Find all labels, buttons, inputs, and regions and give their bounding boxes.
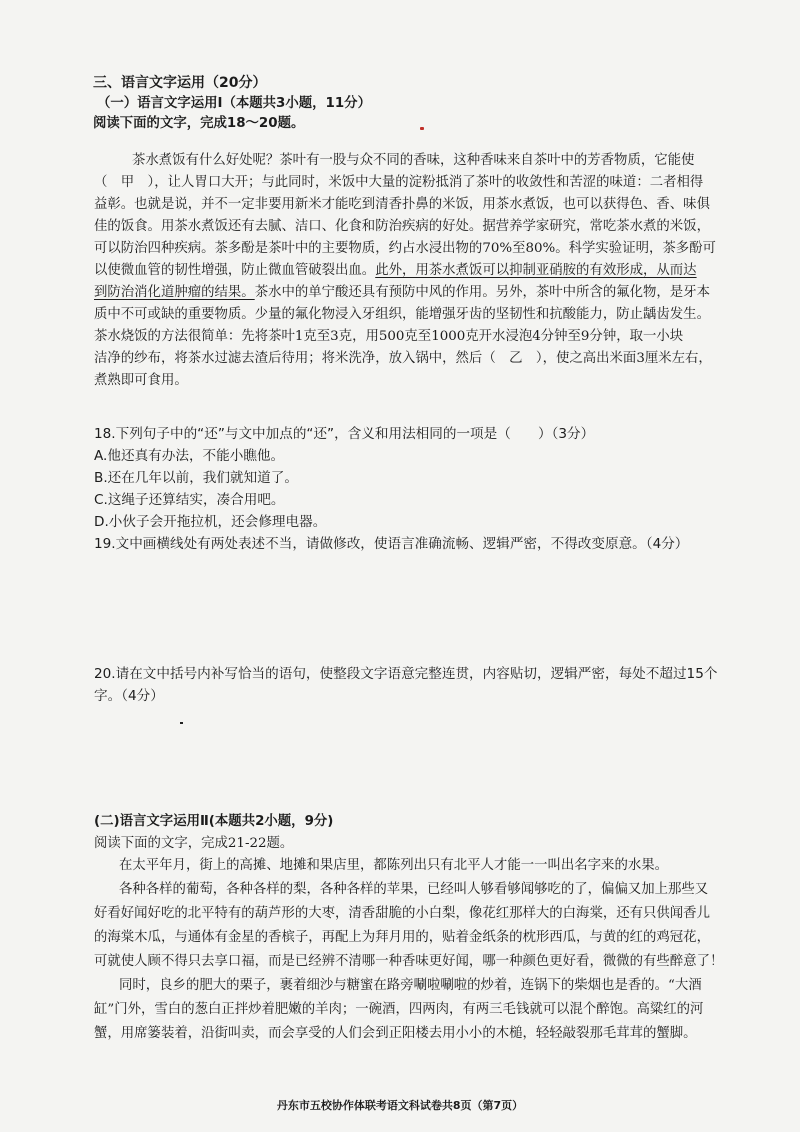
question-20-line1: 20.请在文中括号内补写恰当的语句，使整段文字语意完整连贯，内容贴切，逻辑严密，每处不超过15个 [94, 666, 718, 682]
part2-heading: (二)语言文字运用Ⅱ(本题共2小题，9分) [94, 814, 334, 829]
passage-line: 好看好闻好吃的北平特有的葫芦形的大枣，清香甜脆的小白梨，像花红那样大的白海棠，还有只供闻香儿 [94, 906, 710, 921]
question-19: 19.文中画横线处有两处表述不当，请做修改，使语言准确流畅、逻辑严密，不得改变原意。（4分） [94, 536, 689, 552]
passage-line: 可就使人顾不得只去享口福，而是已经辨不清哪一种香味更好闻，哪一种颜色更好看，微微的有些醉意了！ [94, 954, 724, 969]
passage-line: （ 甲 ），让人胃口大开；与此同时，米饭中大量的淀粉抵消了茶叶的收敛性和苦涩的味道：二者相得 [94, 175, 704, 190]
passage-line: 益彰。也就是说，并不一定非要用新米才能吃到清香扑鼻的米饭，用茶水煮饭，也可以获得色、香、味俱 [94, 197, 710, 212]
passage-text: 茶水中的单宁酸还具有预防中风的作用。另外，茶叶中所含的氟化物，是牙本 [254, 285, 710, 300]
passage-line-6 [94, 261, 697, 281]
section-title: 三、语言文字运用（20分） [93, 75, 267, 91]
passage-line: 茶水煮饭有什么好处呢？茶叶有一股与众不同的香味，这种香味来自茶叶中的芳香物质，它能使 [132, 153, 695, 168]
page-footer: 丹东市五校协作体联考语文科试卷共8页（第7页） [276, 1099, 524, 1112]
question-20-line2: 字。（4分） [94, 688, 164, 704]
passage-line: 质中不可或缺的重要物质。少量的氟化物浸入牙组织，能增强牙齿的坚韧性和抗酸能力，防止龋齿发生。 [94, 307, 710, 322]
speck [180, 722, 183, 724]
passage-line: 茶水烧饭的方法很简单：先将茶叶1克至3克，用500克至1000克开水浸泡4分钟至9分钟，取一小块 [94, 329, 684, 344]
passage-line: 同时，良乡的肥大的栗子，裹着细沙与糖蜜在路旁唰啦唰啦的炒着，连锅下的柴烟也是香的。“大酒 [119, 978, 702, 993]
red-ink-mark [420, 127, 424, 130]
passage-line: 缸”门外，雪白的葱白正拌炒着肥嫩的羊肉；一碗酒，四两肉，有两三毛钱就可以混个醉饱。高粱红的河 [94, 1002, 704, 1017]
passage-line: 蟹，用席篓装着，沿街叫卖，而会享受的人们会到正阳楼去用小小的木槌，轻轻敲裂那毛茸茸的蟹脚。 [94, 1026, 697, 1041]
passage-line: 佳的饭食。用茶水煮饭还有去腻、洁口、化食和防治疾病的好处。据营养学家研究，常吃茶水煮的米饭， [94, 219, 710, 234]
option-c: C.这绳子还算结实，凑合用吧。 [94, 492, 285, 508]
option-b: B.还在几年以前，我们就知道了。 [94, 470, 298, 486]
passage-text: 以使微血管的韧性增强，防止微血管破裂出血。 [94, 263, 376, 278]
part1-instruction: 阅读下面的文字，完成18～20题。 [93, 116, 305, 131]
passage-line: 各种各样的葡萄，各种各样的梨，各种各样的苹果，已经叫人够看够闻够吃的了，偏偏又加上那些又 [119, 882, 709, 897]
passage-line: 可以防治四种疾病。茶多酚是茶叶中的主要物质，约占水浸出物的70%至80%。科学实验证明，茶多酚可 [94, 241, 716, 256]
option-d: D.小伙子会开拖拉机，还会修理电器。 [94, 514, 327, 530]
question-18-stem: 18.下列句子中的“还”与文中加点的“还”，含义和用法相同的一项是（ ）（3分） [94, 426, 595, 442]
passage-line: 的海棠木瓜，与通体有金星的香槟子，再配上为拜月用的，贴着金纸条的枕形西瓜，与黄的红的鸡冠花， [94, 930, 710, 945]
passage-line: 洁净的纱布，将茶水过滤去渣后待用；将米洗净，放入锅中，然后（ 乙 ），使之高出米面3厘米左右， [94, 351, 712, 366]
passage-line: 煮熟即可食用。 [94, 373, 188, 388]
passage-line: 在太平年月，街上的高摊、地摊和果店里，都陈列出只有北平人才能一一叫出名字来的水果。 [119, 858, 669, 873]
underlined-sentence-part2: 到防治消化道肿瘤的结果。 [94, 285, 255, 300]
underlined-sentence-part1: 此外，用茶水煮饭可以抑制亚硝胺的有效形成，从而达 [375, 263, 697, 278]
passage-line-7 [94, 283, 710, 303]
option-a: A.他还真有办法，不能小瞧他。 [94, 448, 285, 464]
part2-instruction: 阅读下面的文字，完成21-22题。 [94, 836, 294, 851]
part1-heading: （一）语言文字运用Ⅰ（本题共3小题，11分） [97, 96, 371, 111]
